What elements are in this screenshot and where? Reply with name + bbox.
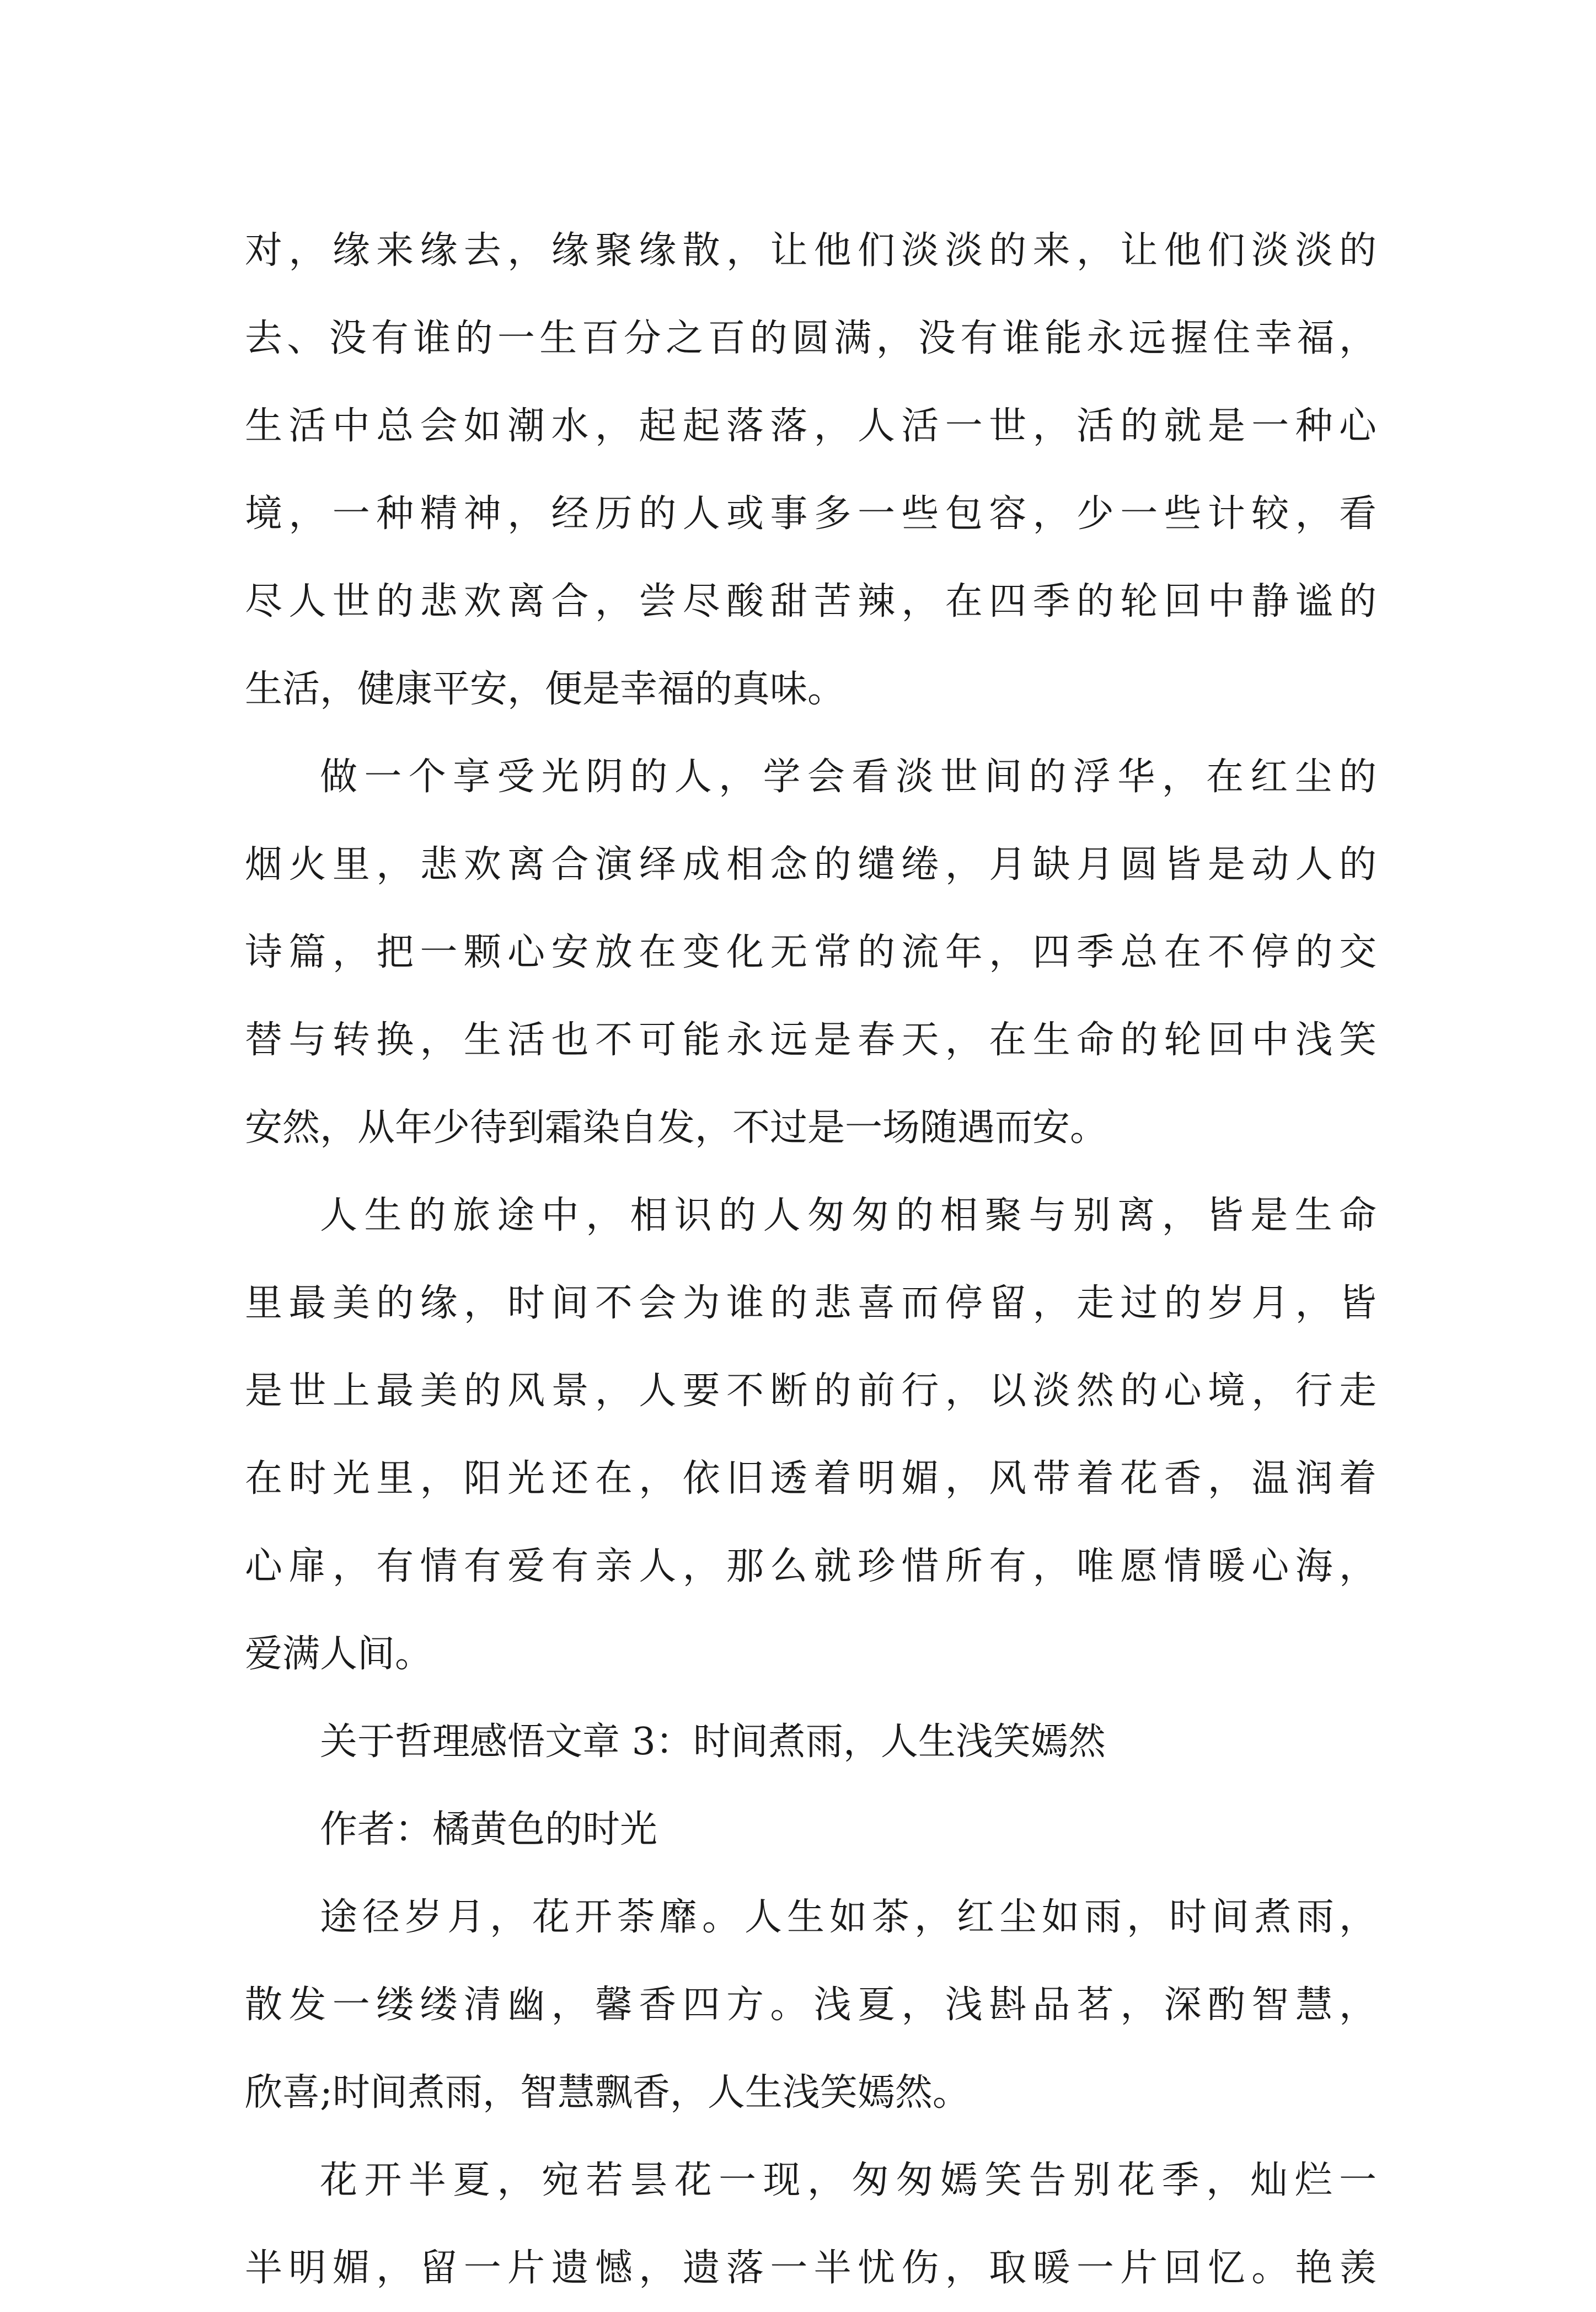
paragraph-4: [245, 1873, 1377, 2137]
text-line: 替与转换，生活也不可能永远是春天，在生命的轮回中浅笑: [245, 1018, 1377, 1062]
text-line: 是世上最美的风景，人要不断的前行，以淡然的心境，行走: [245, 1369, 1377, 1413]
text-line: 爱满人间。: [245, 1632, 433, 1676]
text-line: 关于哲理感悟文章 3：时间煮雨，人生浅笑嫣然: [320, 1720, 1106, 1764]
text-line: 生活，健康平安，便是幸福的真味。: [245, 668, 845, 711]
text-line: 生活中总会如潮水，起起落落，人活一世，活的就是一种心: [245, 404, 1377, 448]
article-title: [245, 1698, 1377, 1786]
text-line: 人生的旅途中，相识的人匆匆的相聚与别离，皆是生命: [320, 1194, 1377, 1237]
paragraph-1: [245, 207, 1377, 733]
text-line: 花开半夏，宛若昙花一现，匆匆嫣笑告别花季，灿烂一: [320, 2159, 1377, 2202]
text-line: 在时光里，阳光还在，依旧透着明媚，风带着花香，温润着: [245, 1457, 1377, 1501]
text-line: 半明媚，留一片遗憾，遗落一半忧伤，取暖一片回忆。艳羡: [245, 2246, 1377, 2290]
text-line: 境，一种精神，经历的人或事多一些包容，少一些计较，看: [245, 492, 1377, 536]
document-body: [245, 207, 1377, 2312]
text-line: 作者：橘黄色的时光: [320, 1808, 658, 1851]
text-line: 烟火里，悲欢离合演绎成相念的缱绻，月缺月圆皆是动人的: [245, 843, 1377, 887]
text-line: 里最美的缘，时间不会为谁的悲喜而停留，走过的岁月，皆: [245, 1282, 1377, 1325]
text-line: 欣喜;时间煮雨，智慧飘香，人生浅笑嫣然。: [245, 2071, 970, 2115]
text-line: 诗篇，把一颗心安放在变化无常的流年，四季总在不停的交: [245, 931, 1377, 974]
text-line: 途径岁月，花开荼靡。人生如茶，红尘如雨，时间煮雨，: [320, 1895, 1377, 1939]
paragraph-5: [245, 2137, 1377, 2312]
text-line: 心扉，有情有爱有亲人，那么就珍惜所有，唯愿情暖心海，: [245, 1545, 1377, 1588]
text-line: 散发一缕缕清幽，馨香四方。浅夏，浅斟品茗，深酌智慧，: [245, 1983, 1377, 2027]
article-author: [245, 1786, 1377, 1873]
text-line: 尽人世的悲欢离合，尝尽酸甜苦辣，在四季的轮回中静谧的: [245, 580, 1377, 623]
text-line: 做一个享受光阴的人，学会看淡世间的浮华，在红尘的: [320, 755, 1377, 799]
text-line: 去、没有谁的一生百分之百的圆满，没有谁能永远握住幸福，: [245, 317, 1377, 360]
text-line: 安然，从年少待到霜染自发，不过是一场随遇而安。: [245, 1106, 1108, 1150]
paragraph-3: [245, 1172, 1377, 1698]
paragraph-2: [245, 733, 1377, 1172]
text-line: 对，缘来缘去，缘聚缘散，让他们淡淡的来，让他们淡淡的: [245, 229, 1377, 273]
